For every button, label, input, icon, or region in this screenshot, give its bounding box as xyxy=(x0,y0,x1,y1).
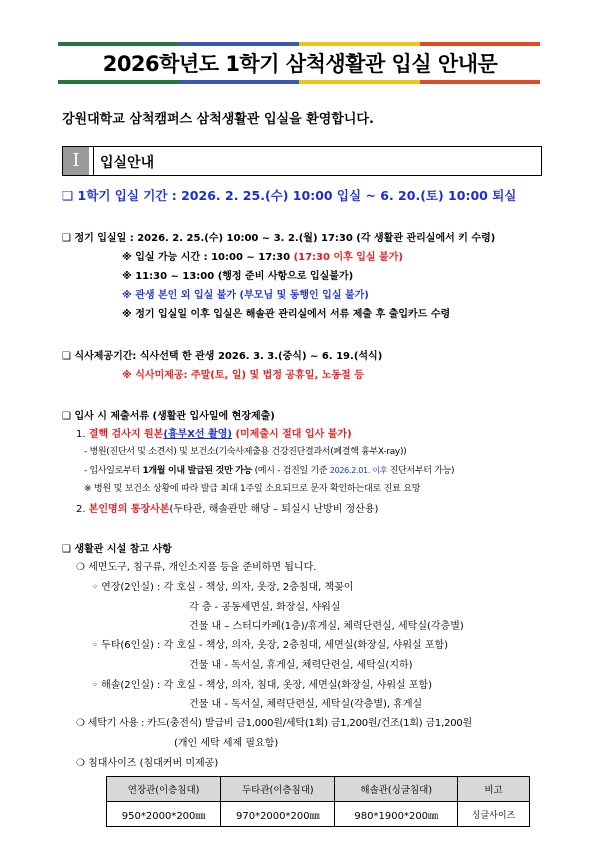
color-stripe xyxy=(58,42,540,46)
facility-haesol-2: 건물 내 - 독서실, 체력단련실, 세탁실(각층별), 휴게실 xyxy=(189,699,423,710)
facility-head: ❑ 생활관 시설 참고 사항 xyxy=(62,544,172,555)
facility-laundry-1: ❍ 세탁기 사용 : 카드(충전식) 발급비 금1,000원/세탁(1회) 금1,200원/건조(1회) 금1,200원 xyxy=(76,718,473,729)
regular-admission-head: ❑ 정기 입실일 : 2026. 2. 25.(수) 10:00 ~ 3. 2.(월) 17:30 (각 생활관 관리실에서 키 수령) xyxy=(62,233,496,244)
table-row xyxy=(107,802,530,827)
table-cell: 950*2000*200㎜ xyxy=(107,802,221,827)
table-header: 비고 xyxy=(458,777,530,802)
table-cell: 970*2000*200㎜ xyxy=(221,802,335,827)
documents-item-1-sub-1: - 병원(진단서 및 소견서) 및 보건소(기숙사제출용 건강진단결과서(폐결핵 흉부X-ray)) xyxy=(84,447,407,457)
color-stripe-bottom xyxy=(58,80,540,84)
meal-head: ❑ 식사제공기간: 식사선택 한 관생 2026. 3. 3.(중식) ~ 6. 19.(석식) xyxy=(62,351,383,362)
documents-item-1: 1. 결핵 검사지 원본(흉부X선 촬영) (미제출시 절대 입사 불가) xyxy=(76,429,352,440)
documents-head: ❑ 입사 시 제출서류 (생활관 입사일에 현장제출) xyxy=(62,411,275,422)
section-number: I xyxy=(63,147,89,175)
regular-line-2: ※ 11:30 ~ 13:00 (행정 준비 사항으로 입실불가) xyxy=(122,271,354,282)
page-title: 2026학년도 1학기 삼척생활관 입실 안내문 xyxy=(102,52,498,76)
regular-line-4: ※ 정기 입실일 이후 입실은 해솔관 관리실에서 서류 제출 후 출입카드 수령 xyxy=(122,309,451,320)
table-cell: 싱글사이즈 xyxy=(458,802,530,827)
facility-bring: ❍ 세면도구, 침구류, 개인소지품 등을 준비하면 됩니다. xyxy=(76,562,317,573)
table-header: 두타관(이층침대) xyxy=(221,777,335,802)
section-header xyxy=(62,146,542,176)
table-cell: 980*1900*200㎜ xyxy=(335,802,458,827)
facility-yeonjang-1: ◦ 연장(2인실) : 각 호실 - 책상, 의자, 옷장, 2층침대, 책꽂이 xyxy=(92,582,354,593)
regular-line-3: ※ 관생 본인 외 입실 불가 (부모님 및 동행인 입실 불가) xyxy=(122,290,369,301)
table-header: 연장관(이층침대) xyxy=(107,777,221,802)
facility-laundry-2: (개인 세탁 세제 필요함) xyxy=(174,738,279,749)
table-header: 해솔관(싱글침대) xyxy=(335,777,458,802)
regular-line-1: ※ 입실 가능 시간 : 10:00 ~ 17:30 (17:30 이후 입실 불가) xyxy=(122,252,403,263)
bed-size-table xyxy=(106,776,530,827)
documents-item-1-sub-2: - 입사일로부터 1개월 이내 발급된 것만 가능 (예시 - 검진일 기준 2026.2.01. 이후 진단서부터 가능) xyxy=(84,466,455,476)
facility-yeonjang-2: 각 층 - 공동세면실, 화장실, 샤워실 xyxy=(189,602,341,613)
meal-note: ※ 식사미제공: 주말(토, 일) 및 법정 공휴일, 노동절 등 xyxy=(122,370,364,381)
facility-bed-size: ❍ 침대사이즈 (침대커버 미제공) xyxy=(76,758,219,769)
facility-haesol-1: ◦ 해솔(2인실) : 각 호실 - 책상, 의자, 침대, 옷장, 세면실(화장실, 샤워실 포함) xyxy=(92,680,433,691)
welcome-text: 강원대학교 삼척캠퍼스 삼척생활관 입실을 환영합니다. xyxy=(62,112,374,127)
facility-duta-1: ◦ 두타(6인실) : 각 호실 - 책상, 의자, 옷장, 2층침대, 세면실(화장실, 샤워실 포함) xyxy=(92,640,449,651)
documents-item-2: 2. 본인명의 통장사본(두타관, 해솔관만 해당 – 퇴실시 난방비 정산용) xyxy=(76,504,379,515)
section-label: 입실안내 xyxy=(100,155,155,171)
facility-yeonjang-3: 건물 내 – 스터디카페(1층)/휴게실, 체력단련실, 세탁실(각층별) xyxy=(189,621,464,632)
table-header-row xyxy=(107,777,530,802)
documents-item-1-note: ※ 병원 및 보건소 상황에 따라 발급 최대 1주일 소요되므로 문자 확인하는대로 진료 요망 xyxy=(84,484,421,494)
admission-period: ❑ 1학기 입실 기간 : 2026. 2. 25.(수) 10:00 입실 ~ 6. 20.(토) 10:00 퇴실 xyxy=(62,188,517,203)
facility-duta-2: 건물 내 - 독서실, 휴게실, 체력단련실, 세탁실(지하) xyxy=(189,660,413,671)
